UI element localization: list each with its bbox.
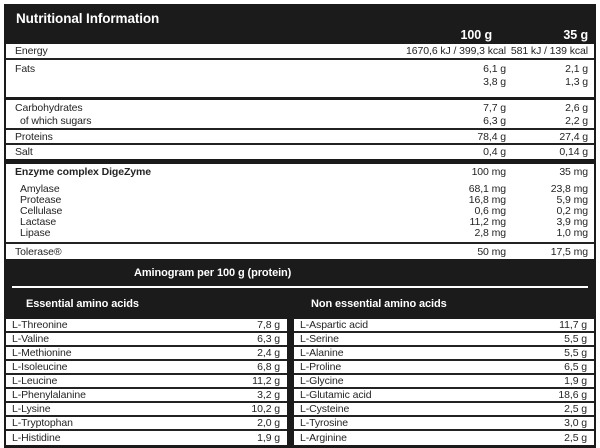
amino-acid-value: 1,9 g — [564, 375, 587, 387]
value-100g: 2,8 mg — [474, 227, 506, 239]
value-100g: 0,4 g — [483, 146, 506, 158]
enzyme-row — [6, 228, 594, 239]
amino-acid-row — [6, 347, 287, 361]
amino-acid-name: L-Glutamic acid — [300, 389, 372, 401]
row-salt — [6, 145, 594, 159]
enzyme-name: Amylase — [20, 183, 60, 195]
value-100g: 3,8 g — [483, 75, 506, 88]
col-header-100g: 100 g — [460, 28, 492, 42]
amino-acid-name: L-Tryptophan — [12, 417, 73, 429]
amino-acid-row — [294, 389, 594, 403]
amino-acid-name: L-Arginine — [300, 432, 347, 444]
amino-acid-row — [6, 333, 287, 347]
value-35g: 17,5 mg — [550, 245, 588, 258]
amino-acid-value: 5,5 g — [564, 347, 587, 359]
value-100g: 6,1 g — [483, 62, 506, 75]
nutrient-label: Proteins — [15, 130, 53, 143]
amino-acid-name: L-Leucine — [12, 375, 58, 387]
value-100g: 78,4 g — [477, 130, 506, 143]
row-carbohydrates — [6, 100, 594, 130]
amino-acid-value: 7,8 g — [257, 319, 280, 331]
amino-acid-value: 3,2 g — [257, 389, 280, 401]
enzyme-complex-label: Enzyme complex DigeZyme — [15, 166, 151, 178]
value-35g: 581 kJ / 139 kcal — [510, 45, 588, 57]
column-divider — [287, 319, 294, 445]
value-100g: 0,6 mg — [474, 205, 506, 217]
amino-acid-value: 11,2 g — [252, 375, 280, 387]
amino-acid-name: L-Alanine — [300, 347, 344, 359]
value-35g: 0,2 mg — [556, 205, 588, 217]
value-100g: 1670,6 kJ / 399,3 kcal — [406, 45, 506, 57]
amino-acid-value: 2,4 g — [257, 347, 280, 359]
enzyme-name: Protease — [20, 194, 62, 206]
amino-acid-row — [294, 333, 594, 347]
column-headers — [6, 28, 594, 42]
value-35g: 2,6 g — [565, 101, 588, 114]
value-100g: 50 mg — [477, 245, 506, 258]
amino-acid-row — [294, 347, 594, 361]
value-35g: 1,3 g — [565, 75, 588, 88]
amino-acid-value: 11,7 g — [559, 319, 587, 331]
value-35g: 2,1 g — [565, 62, 588, 75]
non-essential-amino-acids-column — [294, 319, 594, 445]
row-tolerase — [6, 244, 594, 259]
aminogram-title: Aminogram per 100 g (protein) — [134, 266, 292, 279]
value-100g: 16,8 mg — [468, 194, 506, 206]
amino-acid-name: L-Proline — [300, 361, 342, 373]
amino-acid-name: L-Tyrosine — [300, 417, 349, 429]
aminogram-header-bar — [6, 259, 594, 319]
value-100g: 68,1 mg — [468, 183, 506, 195]
amino-acid-name: L-Phenylalanine — [12, 389, 86, 401]
nutrient-label: Fats — [15, 62, 36, 75]
amino-acid-value: 6,8 g — [257, 361, 280, 373]
value-35g: 27,4 g — [559, 130, 588, 143]
value-100g: 11,2 mg — [469, 216, 506, 228]
amino-acid-row — [6, 319, 287, 333]
amino-acids-table — [6, 319, 594, 445]
row-proteins — [6, 130, 594, 145]
amino-acid-row — [6, 389, 287, 403]
amino-acid-row — [294, 417, 594, 431]
amino-acid-value: 2,0 g — [257, 417, 280, 429]
essential-amino-acids-column — [6, 319, 287, 445]
value-35g: 0,14 g — [559, 146, 588, 158]
nutrient-label: Energy — [15, 45, 48, 57]
value-100g: 6,3 g — [483, 114, 506, 127]
page-title: Nutritional Information — [16, 11, 160, 26]
amino-acid-value: 6,5 g — [564, 361, 587, 373]
amino-acid-value: 1,9 g — [257, 432, 280, 444]
amino-acid-name: L-Histidine — [12, 432, 61, 444]
amino-acid-value: 5,5 g — [564, 333, 587, 345]
amino-acid-name: L-Glycine — [300, 375, 344, 387]
value-35g: 23,8 mg — [550, 183, 588, 195]
amino-acid-value: 18,6 g — [558, 389, 587, 401]
tolerase-label: Tolerase® — [15, 245, 62, 258]
non-essential-amino-acids-header: Non essential amino acids — [311, 297, 447, 310]
amino-acid-row — [294, 361, 594, 375]
amino-acid-row — [6, 361, 287, 375]
essential-amino-acids-header: Essential amino acids — [26, 297, 139, 310]
value-100g: 7,7 g — [483, 101, 506, 114]
row-fats — [6, 60, 594, 100]
amino-acid-name: L-Lysine — [12, 403, 51, 415]
value-35g: 1,0 mg — [556, 227, 588, 239]
value-35g: 35 mg — [559, 166, 588, 178]
amino-acid-name: L-Threonine — [12, 319, 68, 331]
amino-acid-row — [294, 403, 594, 417]
amino-acid-value: 10,2 g — [251, 403, 280, 415]
amino-acid-name: L-Isoleucine — [12, 361, 68, 373]
amino-acid-value: 2,5 g — [564, 432, 587, 444]
amino-acid-name: L-Aspartic acid — [300, 319, 368, 331]
amino-acid-row — [6, 403, 287, 417]
amino-acid-name: L-Cysteine — [300, 403, 350, 415]
amino-acid-value: 3,0 g — [564, 417, 587, 429]
enzyme-name: Lipase — [20, 227, 51, 239]
nutrient-sublabel: of which sugars — [20, 114, 92, 127]
header-bar — [6, 4, 594, 44]
enzyme-name: Cellulase — [20, 205, 63, 217]
amino-acid-name: L-Methionine — [12, 347, 72, 359]
value-35g: 3,9 mg — [556, 216, 588, 228]
nutrient-label: Salt — [15, 146, 33, 158]
amino-acid-name: L-Valine — [12, 333, 49, 345]
value-100g: 100 mg — [471, 166, 506, 178]
value-35g: 2,2 g — [565, 114, 588, 127]
amino-acid-row — [294, 375, 594, 389]
enzyme-name: Lactase — [20, 216, 57, 228]
nutrient-label: Carbohydrates — [15, 101, 83, 114]
amino-acid-row — [6, 417, 287, 431]
amino-acid-name: L-Serine — [300, 333, 339, 345]
row-energy — [6, 44, 594, 60]
col-header-35g: 35 g — [563, 28, 588, 42]
amino-acid-row — [6, 375, 287, 389]
row-enzyme-complex — [6, 164, 594, 180]
value-35g: 5,9 mg — [556, 194, 588, 206]
amino-acid-value: 2,5 g — [564, 403, 587, 415]
enzyme-list — [6, 180, 594, 244]
nutrition-label — [4, 4, 596, 448]
amino-acid-value: 6,3 g — [257, 333, 280, 345]
amino-acid-row — [294, 319, 594, 333]
